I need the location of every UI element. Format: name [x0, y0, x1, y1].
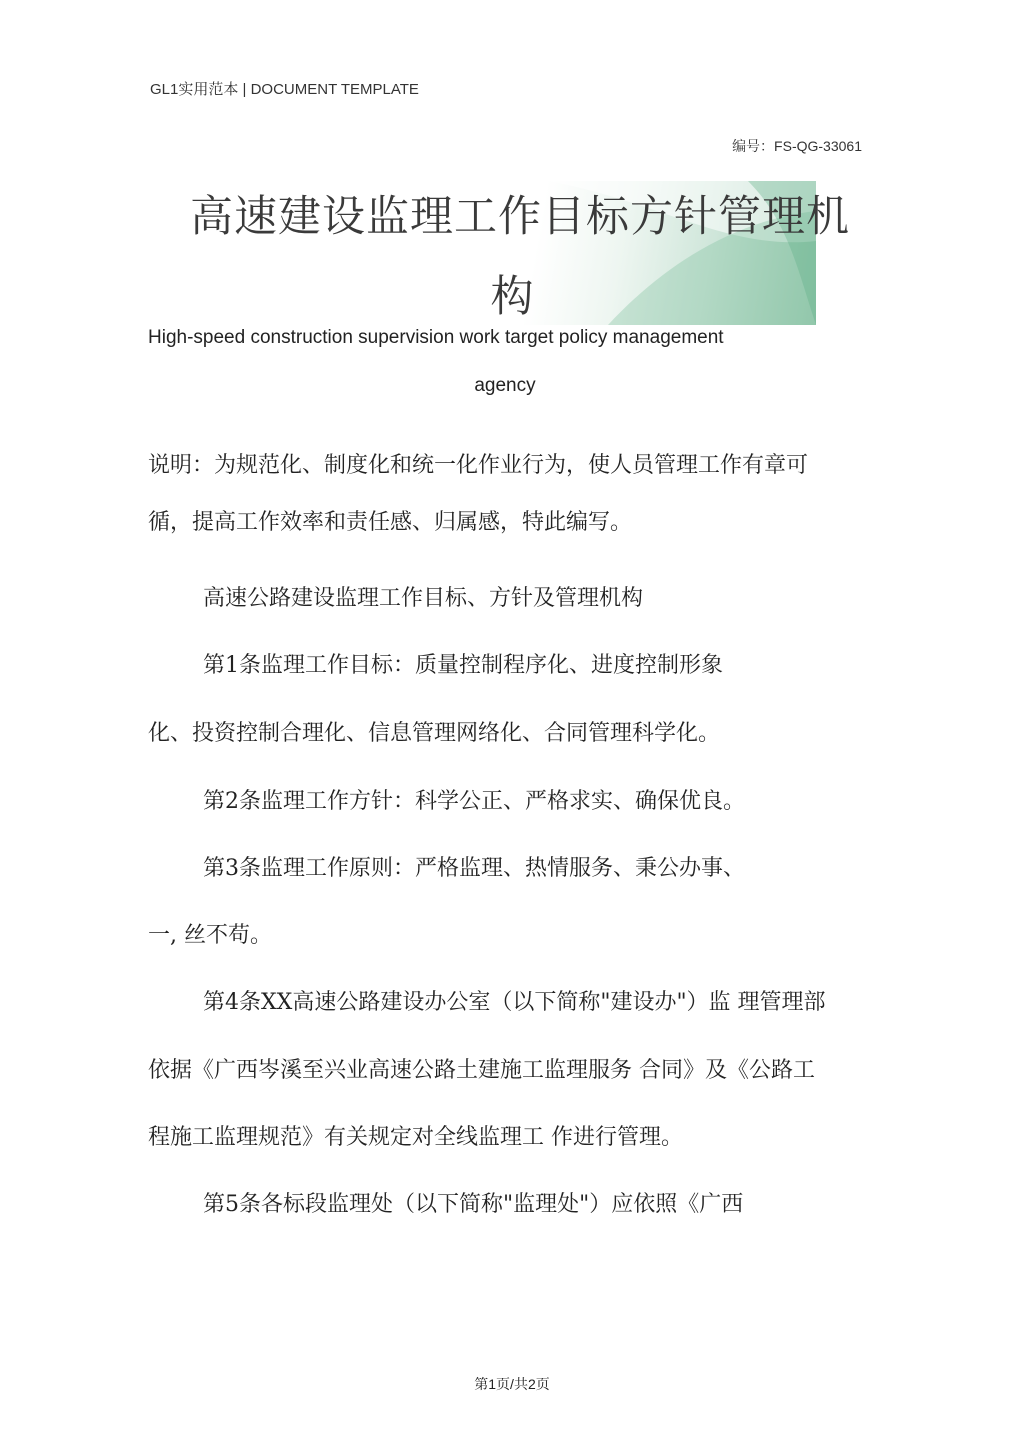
document-header-label: GL1实用范本 | DOCUMENT TEMPLATE [150, 81, 419, 98]
body-line: 一, 丝不苟。 [148, 923, 272, 948]
body-line: 化、投资控制合理化、信息管理网络化、合同管理科学化。 [148, 721, 721, 746]
body-line: 第2条监理工作方针：科学公正、严格求实、确保优良。 [203, 789, 745, 814]
page-indicator: 第1页/共2页 [474, 1376, 550, 1392]
english-title-line-2: agency [474, 375, 536, 396]
section-heading: 高速公路建设监理工作目标、方针及管理机构 [203, 586, 644, 611]
body-line: 说明：为规范化、制度化和统一化作业行为，使人员管理工作有章可 [148, 453, 809, 478]
body-line: 第5条各标段监理处（以下简称"监理处"）应依照《广西 [203, 1192, 744, 1217]
body-line: 第3条监理工作原则：严格监理、热情服务、秉公办事、 [203, 856, 745, 881]
english-title-line-1: High-speed construction supervision work target policy management [148, 327, 724, 348]
body-line: 程施工监理规范》有关规定对全线监理工 作进行管理。 [148, 1125, 683, 1150]
document-title-line-2: 构 [490, 272, 534, 322]
body-line: 第4条XX高速公路建设办公室（以下简称"建设办"）监 理管理部 [203, 990, 826, 1015]
document-title-line-1: 高速建设监理工作目标方针管理机 [190, 192, 850, 242]
body-line: 依据《广西岑溪至兴业高速公路土建施工监理服务 合同》及《公路工 [148, 1058, 815, 1083]
body-line: 第1条监理工作目标：质量控制程序化、进度控制形象 [203, 653, 723, 678]
body-line: 循，提高工作效率和责任感、归属感，特此编写。 [148, 510, 633, 535]
document-number: 编号：FS-QG-33061 [732, 138, 862, 154]
